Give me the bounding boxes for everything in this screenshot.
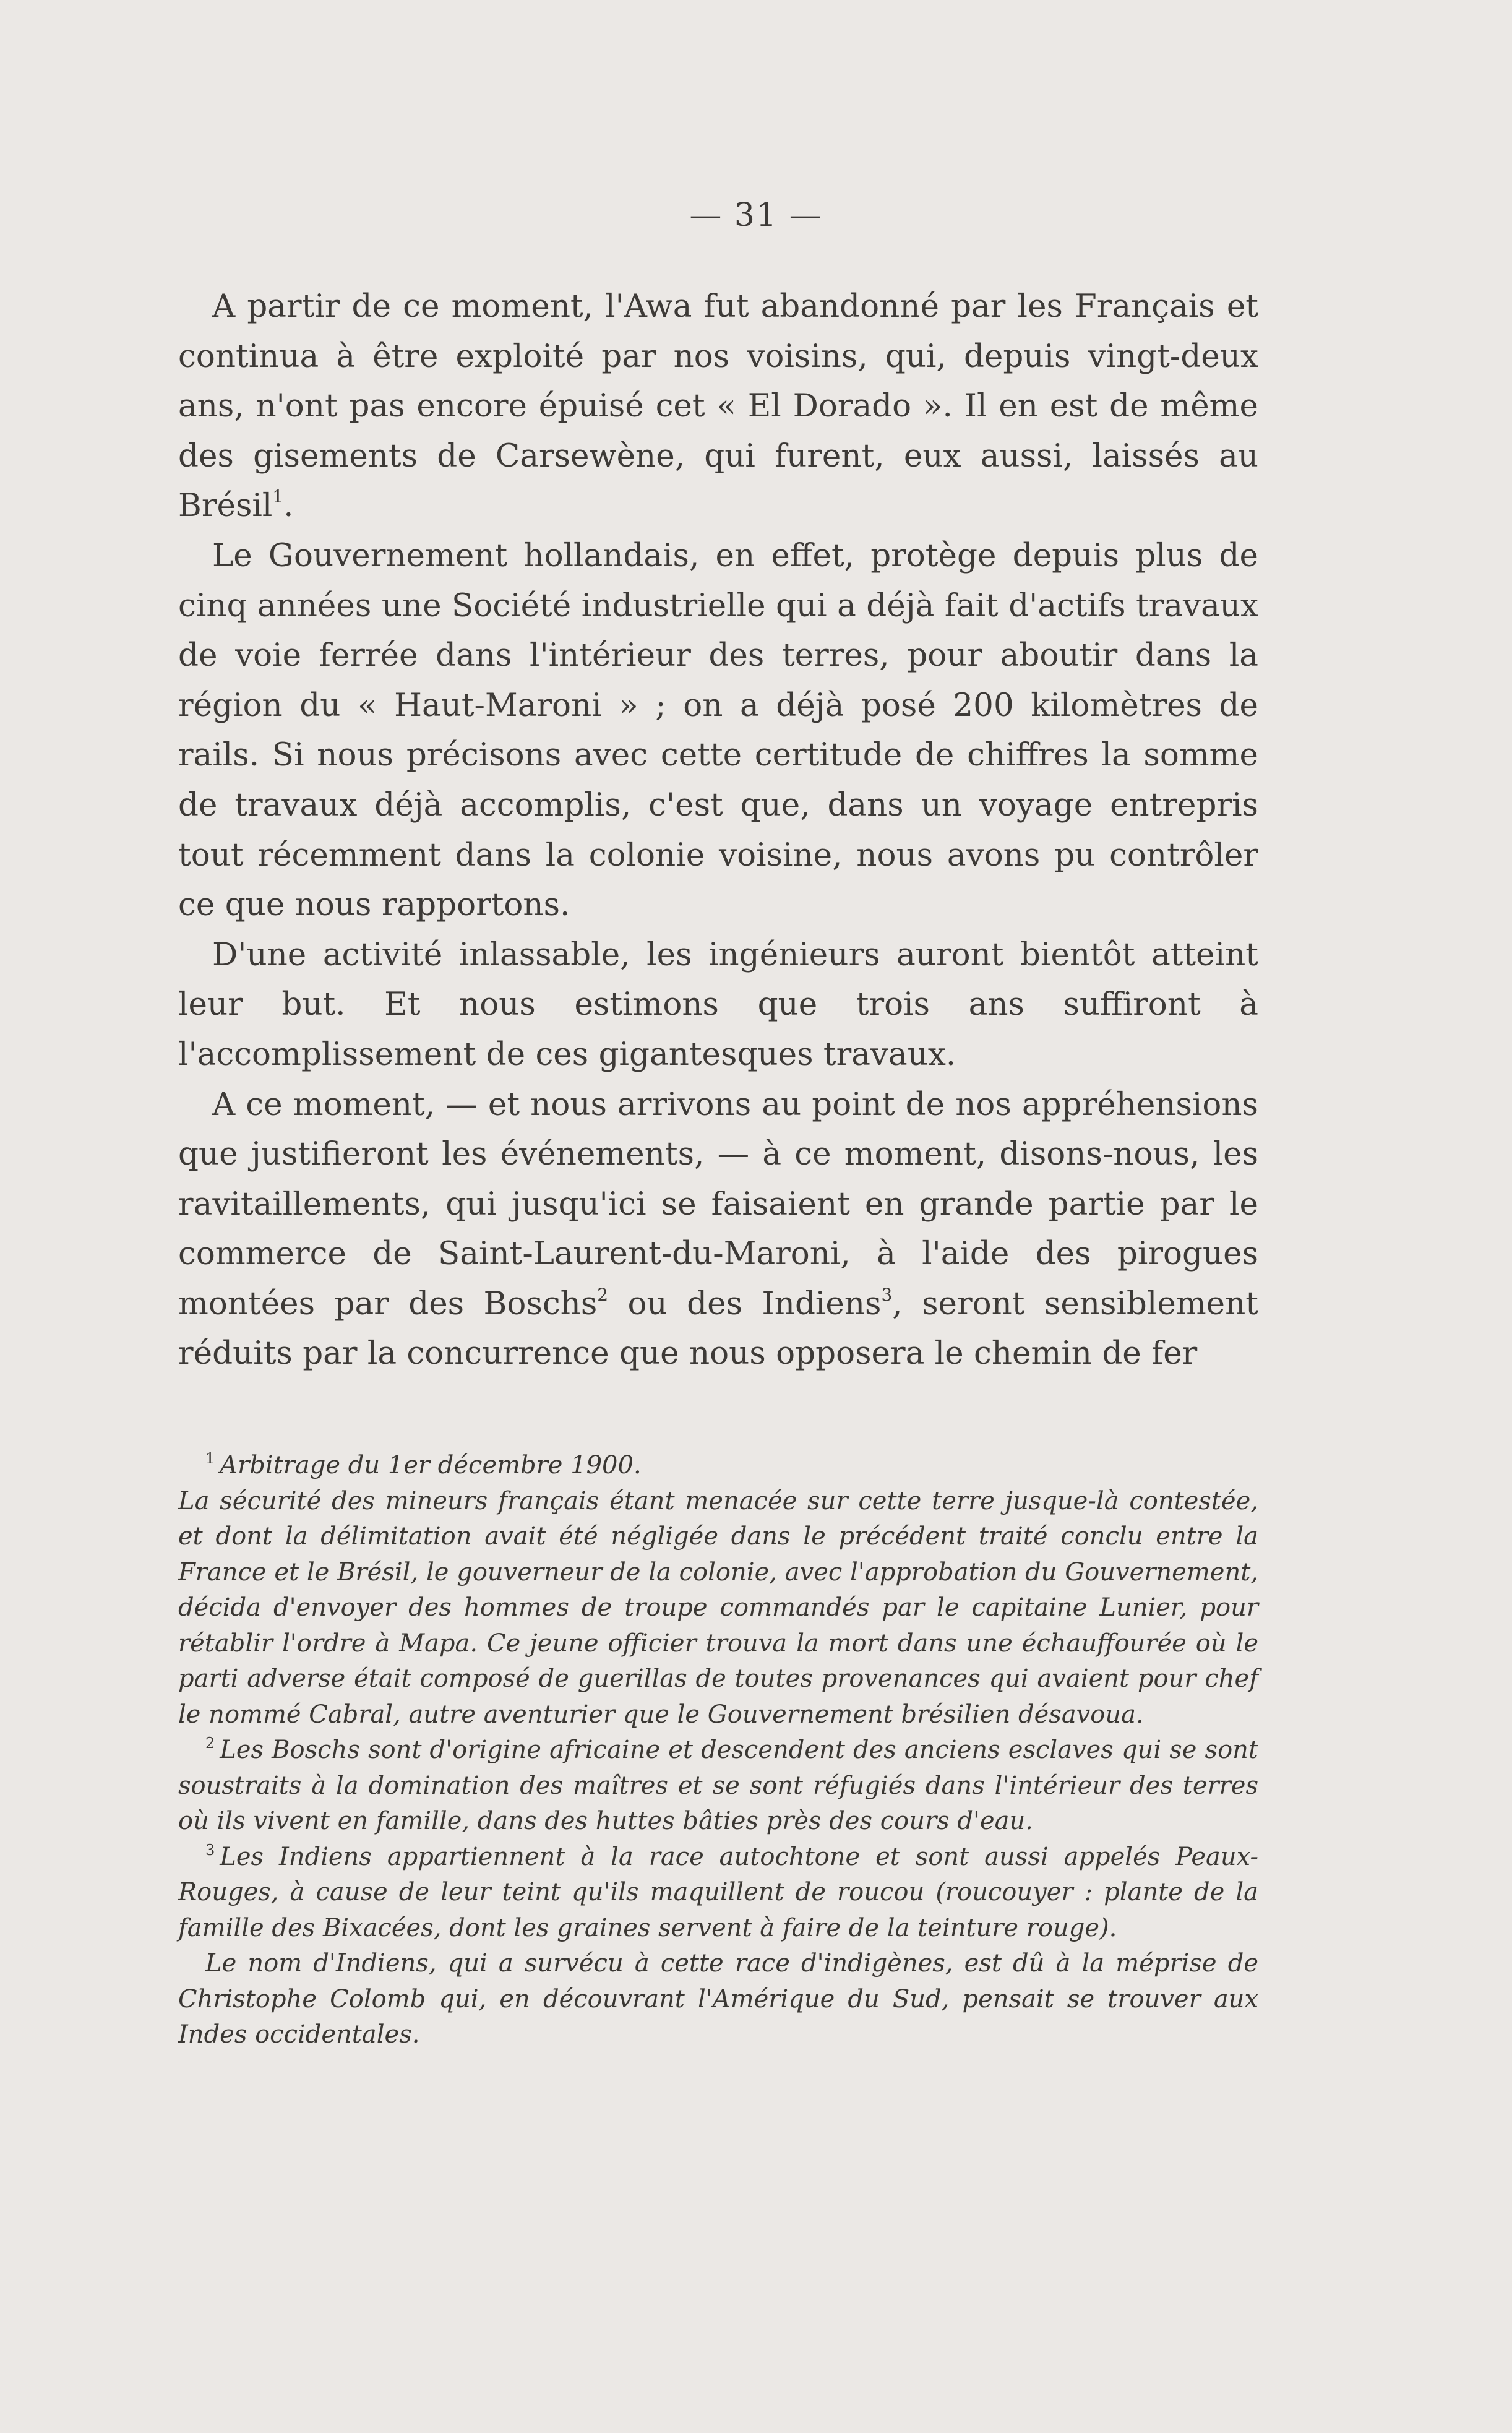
footnote-3-text: Les Indiens appartiennent à la race autochtone et sont aussi appelés Peaux-Rouges, à cause de leur teint qu'ils maquillent de roucou (roucouyer : plante de la famille des Bixacées, dont les graines servent à faire de la teinture rouge).	[178, 1842, 1258, 1942]
paragraph-1-tail: .	[283, 487, 294, 525]
paragraph-4-part-1: A ce moment, — et nous arrivons au point de nos appréhensions que justifieront les événements, — à ce moment, disons-nous, les ravitaillements, qui jusqu'ici se faisaient en grande partie par le commerce de Saint-Laurent-du-Maroni, à l'aide des pirogues montées par des Boschs	[178, 1085, 1258, 1322]
paragraph-4-part-2: ou des Indiens	[608, 1285, 882, 1322]
main-text	[178, 282, 1258, 1379]
footnote-ref-1: 1	[272, 486, 284, 507]
page-number: — 31 —	[689, 197, 823, 234]
footnote-3	[178, 1840, 1258, 1947]
paragraph-3: D'une activité inlassable, les ingénieurs auront bientôt atteint leur but. Et nous estimons que trois ans suffiront à l'accomplissement de ces gigantesques travaux.	[178, 936, 1258, 1073]
paragraph-1-text: A partir de ce moment, l'Awa fut abandonné par les Français et continua à être exploité par nos voisins, qui, depuis vingt-deux ans, n'ont pas encore épuisé cet « El Dorado ». Il en est de même des gisements de Carsewène, qui furent, eux aussi, laissés au Brésil	[178, 288, 1258, 525]
paragraph-2: Le Gouvernement hollandais, en effet, protège depuis plus de cinq années une Société industrielle qui a déjà fait d'actifs travaux de voie ferrée dans l'intérieur des terres, pour aboutir dans la région du « Haut-Maroni » ; on a déjà posé 200 kilomètres de rails. Si nous précisons avec cette certitude de chiffres la somme de travaux déjà accomplis, c'est que, dans un voyage entrepris tout récemment dans la colonie voisine, nous avons pu contrôler ce que nous rapportons.	[178, 536, 1258, 924]
paragraph-1	[178, 282, 1258, 531]
paragraph-4	[178, 1080, 1258, 1379]
footnote-1-title	[178, 1448, 1258, 1484]
paragraph-4-part-3: , seront sensiblement réduits par la concurrence que nous opposera le chemin de fer	[178, 1285, 1258, 1372]
footnotes	[178, 1448, 1258, 2053]
footnote-2-mark: 2	[205, 1734, 215, 1752]
footnote-ref-2: 2	[597, 1284, 609, 1305]
footnote-3-continued: Le nom d'Indiens, qui a survécu à cette race d'indigènes, est dû à la méprise de Christophe Colomb qui, en découvrant l'Amérique du Sud, pensait se trouver aux Indes occidentales.	[178, 1949, 1258, 2049]
footnote-2-text: Les Boschs sont d'origine africaine et descendent des anciens esclaves qui se sont soustraits à la domination des maîtres et se sont réfugiés dans l'intérieur des terres où ils vivent en famille, dans des huttes bâties près des cours d'eau.	[178, 1736, 1258, 1835]
footnote-1-mark: 1	[205, 1450, 215, 1467]
footnote-ref-3: 3	[881, 1284, 893, 1305]
footnote-1-title-text: Arbitrage du 1er décembre 1900.	[220, 1451, 642, 1479]
footnote-1: La sécurité des mineurs français étant menacée sur cette terre jusque-là contestée, et dont la délimitation avait été négligée dans le précédent traité conclu entre la France et le Brésil, le gouverneur de la colonie, avec l'approbation du Gouvernement, décida d'envoyer des hommes de troupe commandés par le capitaine Lunier, pour rétablir l'ordre à Mapa. Ce jeune officier trouva la mort dans une échauffourée où le parti adverse était composé de guerillas de toutes provenances qui avaient pour chef le nommé Cabral, autre aventurier que le Gouvernement brésilien désavoua.	[178, 1486, 1258, 1729]
footnote-2	[178, 1733, 1258, 1840]
footnote-3-mark: 3	[205, 1841, 215, 1859]
